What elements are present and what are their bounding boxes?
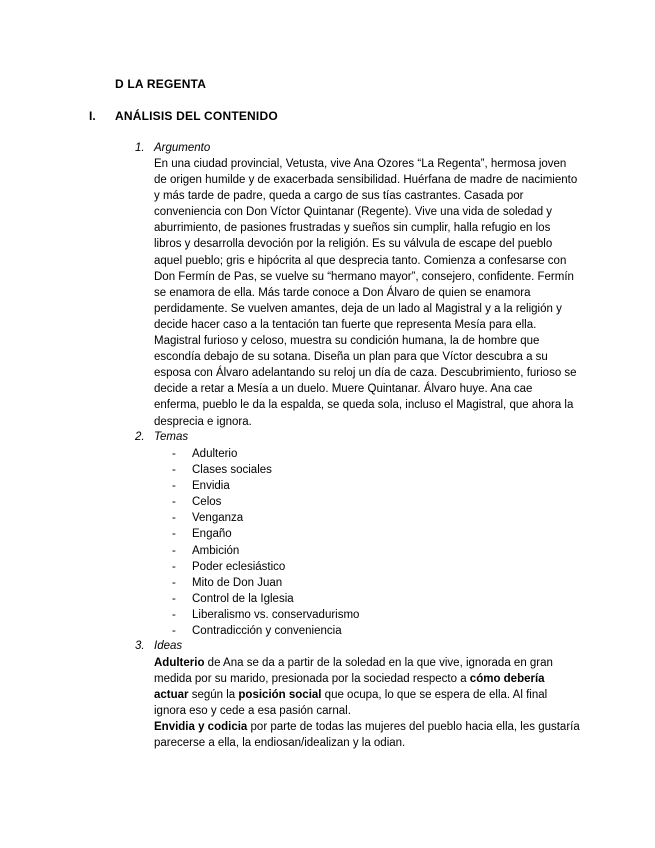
- item-number-ideas: 3.: [135, 640, 145, 652]
- list-bullet: -: [172, 560, 176, 573]
- temas-list: [154, 446, 359, 639]
- list-item-label: Celos: [192, 496, 222, 509]
- list-item: [154, 575, 359, 591]
- item-title-ideas: Ideas: [154, 640, 183, 652]
- list-item-label: Ambición: [192, 544, 240, 557]
- list-item-label: Mito de Don Juan: [192, 576, 283, 589]
- list-item: [154, 526, 359, 542]
- list-item: [154, 446, 359, 462]
- list-item: [154, 494, 359, 510]
- list-bullet: -: [172, 625, 176, 638]
- argumento-paragraph: En una ciudad provincial, Vetusta, vive Ana Ozores “La Regenta”, hermosa joven de origen humilde y de exacerbada sensibilidad. Huérfana de madre de nacimiento y más tarde de padre, queda a cargo de sus tías castrantes. Casada por conveniencia con Don Víctor Quintanar (Regente). Vive una vida de soledad y aburrimiento, de pasiones frustradas y sueños sin cumplir, halla refugio en los libros y desarrolla devoción por la religión. Es su válvula de escape del pueblo aquel pueblo; gris e hipócrita al que desprecia tanto. Comienza a confesarse con Don Fermín de Pas, se vuelve su “hermano mayor”, consejero, confidente. Fermín se enamora de ella. Más tarde conoce a Don Álvaro de quien se enamora perdidamente. Se vuelven amantes, deja de un lado al Magistral y a la religión y decide hacer caso a la tentación tan fuerte que representa Mesía para ella. Magistral furioso y celoso, muestra su condición humana, la de hombre que escondía debajo de su sotana. Diseña un plan para que Víctor descubra a su esposa con Álvaro adelantando su reloj un día de caza. Descubrimiento, furioso se decide a retar a Mesía a un duelo. Muere Quintanar. Álvaro huye. Ana cae enferma, pueblo le da la espalda, se queda sola, incluso el Magistral, que ahora la desprecia e ignora.: [154, 158, 578, 428]
- list-item-label: Liberalismo vs. conservadurismo: [192, 608, 360, 621]
- list-item: [154, 591, 359, 607]
- ideas-paragraph-envidia: Envidia y codicia por parte de todas las mujeres del pueblo hacia ella, les gustaría parecerse a ella, la endiosan/idealizan y la odian.: [154, 721, 580, 750]
- item-number-argumento: 1.: [135, 142, 145, 154]
- document-title: D LA REGENTA: [115, 77, 207, 91]
- list-bullet: -: [172, 512, 176, 525]
- list-bullet: -: [172, 480, 176, 493]
- list-bullet: -: [172, 528, 176, 541]
- list-item-label: Control de la Iglesia: [192, 592, 294, 605]
- ideas-bold-posicion-social: posición social: [238, 689, 322, 702]
- list-item-label: Envidia: [192, 480, 230, 493]
- item-title-argumento: Argumento: [154, 142, 211, 154]
- list-item-label: Clases sociales: [192, 464, 272, 477]
- ideas-bold-como-deberia-actuar: cómo debería actuar: [154, 673, 545, 702]
- list-bullet: -: [172, 496, 176, 509]
- section-title: ANÁLISIS DEL CONTENIDO: [115, 109, 278, 123]
- list-bullet: -: [172, 464, 176, 477]
- list-item: [154, 478, 359, 494]
- list-item: [154, 462, 359, 478]
- list-item-label: Engaño: [192, 528, 232, 541]
- list-bullet: -: [172, 608, 176, 621]
- list-item: [154, 623, 359, 639]
- ideas-bold-adulterio: Adulterio: [154, 657, 205, 669]
- item-title-temas: Temas: [154, 431, 189, 443]
- section-number: I.: [89, 109, 96, 123]
- ideas-bold-envidia: Envidia y codicia: [154, 721, 248, 733]
- list-item: [154, 559, 359, 575]
- list-item: [154, 543, 359, 559]
- list-item-label: Adulterio: [192, 448, 238, 460]
- list-bullet: -: [172, 448, 176, 460]
- list-item: [154, 510, 359, 526]
- list-bullet: -: [172, 592, 176, 605]
- list-item-label: Contradicción y conveniencia: [192, 625, 342, 638]
- ideas-paragraph-adulterio: Adulterio de Ana se da a partir de la soledad en la que vive, ignorada en gran medida por su marido, presionada por la sociedad respecto a cómo debería actuar según la posición social que ocupa, lo que se espera de ella. Al final ignora eso y cede a esa pasión carnal.: [154, 657, 553, 718]
- list-bullet: -: [172, 576, 176, 589]
- list-item: [154, 607, 359, 623]
- list-item-label: Venganza: [192, 512, 244, 525]
- list-bullet: -: [172, 544, 176, 557]
- item-number-temas: 2.: [135, 431, 145, 443]
- list-item-label: Poder eclesiástico: [192, 560, 286, 573]
